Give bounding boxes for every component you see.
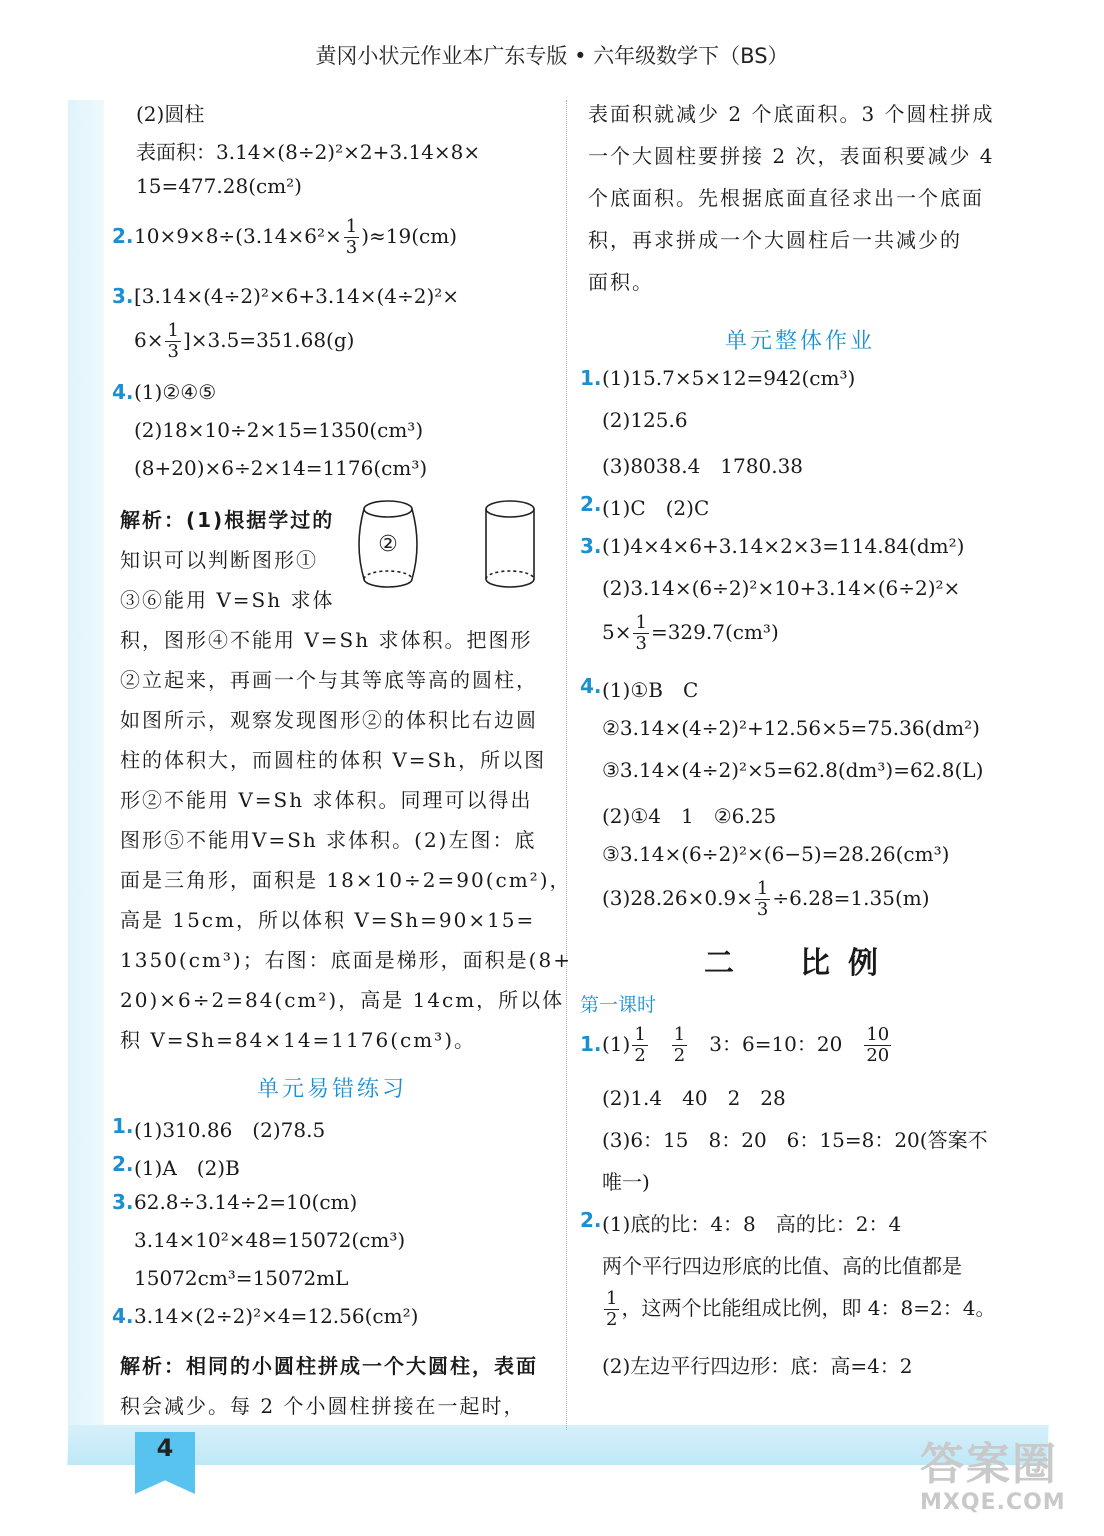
left-decor-band <box>68 100 104 1445</box>
fraction: $\frac{1}{3}$ <box>756 878 769 920</box>
cylinder-figures <box>352 497 552 597</box>
answer-text: (1)底的比：4：8 高的比：2：4 <box>602 1212 902 1236</box>
answer-text: ③3.14×(6÷2)²×(6−5)=28.26(cm³) <box>602 842 950 866</box>
section-title: 单元整体作业 <box>724 329 875 354</box>
analysis-line: 积，图形④不能用 V=Sh 求体积。把图形 <box>120 628 533 652</box>
answer-text: ③3.14×(4÷2)²×5=62.8(dm³)=62.8(L) <box>602 758 984 782</box>
left-column <box>112 98 572 1430</box>
answer-text: (1)A (2)B <box>134 1156 240 1180</box>
answer-text: (2)1.4 40 2 28 <box>602 1086 786 1110</box>
answer-text: (2)①4 1 ②6.25 <box>602 804 777 828</box>
question-number: 2. <box>580 1208 602 1232</box>
analysis-line: 表面积就减少 2 个底面积。3 个圆柱拼成 <box>588 102 995 126</box>
question-number: 1. <box>580 366 602 390</box>
answer-text: (1)①B C <box>602 678 699 702</box>
answer-text: (3)6：15 8：20 6：15=8：20(答案不 <box>602 1128 988 1152</box>
question-number: 3. <box>112 1190 134 1214</box>
analysis-line: 图形⑤不能用V=Sh 求体积。(2)左图：底 <box>120 828 537 852</box>
question-number: 3. <box>580 534 602 558</box>
question-number: 1. <box>580 1032 602 1056</box>
fraction: $\frac{1}{2}$ <box>634 1024 646 1066</box>
answer-text: (2)圆柱 <box>136 102 205 126</box>
question-number: 4. <box>112 1304 134 1328</box>
answer-text: [3.14×(4÷2)²×6+3.14×(4÷2)²× <box>134 284 460 308</box>
analysis-line: 积，再求拼成一个大圆柱后一共减少的 <box>588 228 962 252</box>
answer-text: (2)18×10÷2×15=1350(cm³) <box>134 418 424 442</box>
answer-text: (2)左边平行四边形：底：高=4：2 <box>602 1354 913 1378</box>
answer-text: 5× $\frac{1}{3}$ =329.7(cm³) <box>602 612 779 654</box>
analysis-line: 面积。 <box>588 270 654 294</box>
bottom-decor-band <box>67 1425 1048 1465</box>
answer-text: (1)310.86 (2)78.5 <box>134 1118 326 1142</box>
analysis-line: 知识可以判断图形① <box>120 548 318 572</box>
analysis-line: 柱的体积大，而圆柱的体积 V=Sh，所以图 <box>120 748 547 772</box>
analysis-line: ③⑥能用 V=Sh 求体 <box>120 588 335 612</box>
fraction: $\frac{1}{3}$ <box>635 612 647 654</box>
answer-text: (1)15.7×5×12=942(cm³) <box>602 366 856 390</box>
analysis-line: 解析：相同的小圆柱拼成一个大圆柱，表面 <box>120 1354 538 1378</box>
analysis-line: 面是三角形，面积是 18×10÷2=90(cm²)， <box>120 868 572 892</box>
fraction: $\frac{1}{2}$ <box>673 1024 686 1066</box>
section-title: 单元易错练习 <box>256 1077 407 1102</box>
answer-text: 15072cm³=15072mL <box>134 1266 349 1290</box>
watermark-url: MXQE.COM <box>920 1490 1066 1515</box>
answer-text: (8+20)×6÷2×14=1176(cm³) <box>134 456 428 480</box>
answer-text: (2)3.14×(6÷2)²×10+3.14×(6÷2)²× <box>602 576 961 600</box>
question-number: 2. <box>112 1152 134 1176</box>
answer-text: 两个平行四边形底的比值、高的比值都是 <box>602 1254 962 1278</box>
analysis-line: 20)×6÷2=84(cm²)，高是 14cm，所以体 <box>120 988 565 1012</box>
question-number: 2. <box>580 492 602 516</box>
question-number: 2. <box>112 224 134 248</box>
question-number: 4. <box>112 380 134 404</box>
analysis-line: 如图所示，观察发现图形②的体积比右边圆 <box>120 708 538 732</box>
chapter-title: 二 比例 <box>704 946 896 981</box>
question-number: 1. <box>112 1114 134 1138</box>
answer-text: (1)②④⑤ <box>134 380 217 404</box>
analysis-line: 形②不能用 V=Sh 求体积。同理可以得出 <box>120 788 533 812</box>
answer-text: 表面积：3.14×(8÷2)²×2+3.14×8× <box>136 140 481 164</box>
answer-text: (1) $\frac{1}{2}$ $\frac{1}{2}$ 3：6=10：20 $\frac{10}{20}$ <box>602 1024 890 1066</box>
cylinder-figure <box>486 501 534 587</box>
analysis-line: 高是 15cm，所以体积 V=Sh=90×15= <box>120 908 536 932</box>
answer-text: (3)28.26×0.9× $\frac{1}{3}$ ÷6.28=1.35(m) <box>602 878 930 920</box>
answer-text: (3)8038.4 1780.38 <box>602 454 804 478</box>
answer-text: $\frac{1}{2}$ ，这两个比能组成比例，即 4：8=2：4。 <box>606 1288 996 1330</box>
watermark-logo: 答案圈 <box>920 1439 1058 1490</box>
answer-text: 3.14×10²×48=15072(cm³) <box>134 1228 406 1252</box>
answer-text: 10×9×8÷(3.14×6²× $\frac{1}{3}$ )≈19(cm) <box>134 216 457 258</box>
fraction: $\frac{10}{20}$ <box>866 1024 890 1066</box>
analysis-line: 解析：(1)根据学过的 <box>120 508 335 532</box>
answer-text: (1)C (2)C <box>602 496 710 520</box>
column-divider <box>566 100 567 1430</box>
answer-text: (1)4×4×6+3.14×2×3=114.84(dm²) <box>602 534 965 558</box>
lesson-title: 第一课时 <box>580 994 657 1016</box>
answer-text: 62.8÷3.14÷2=10(cm) <box>134 1190 358 1214</box>
answer-text: 6× $\frac{1}{3}$ ]×3.5=351.68(g) <box>134 320 355 362</box>
analysis-line: 积 V=Sh=84×14=1176(cm³)。 <box>120 1028 476 1052</box>
fraction: $\frac{1}{2}$ <box>606 1288 618 1330</box>
question-number: 3. <box>112 284 134 308</box>
answer-text: 唯一) <box>602 1170 650 1194</box>
answer-text: (2)125.6 <box>602 408 688 432</box>
analysis-line: 1350(cm³)；右图：底面是梯形，面积是(8+ <box>120 948 572 972</box>
answer-text: 15=477.28(cm²) <box>136 174 302 198</box>
answer-text: 3.14×(2÷2)²×4=12.56(cm²) <box>134 1304 419 1328</box>
right-column <box>580 98 1020 1390</box>
fraction: $\frac{1}{3}$ <box>345 216 358 258</box>
analysis-line: 一个大圆柱要拼接 2 次，表面积要减少 4 <box>588 144 995 168</box>
watermark <box>920 1440 1090 1530</box>
analysis-line: 积会减少。每 2 个小圆柱拼接在一起时， <box>120 1394 526 1418</box>
fraction: $\frac{1}{3}$ <box>167 320 179 362</box>
page-number: 4 <box>156 1434 174 1462</box>
answer-text: ②3.14×(4÷2)²+12.56×5=75.36(dm²) <box>602 716 980 740</box>
circled-number: ② <box>378 532 398 557</box>
analysis-line: 个底面积。先根据底面直径求出一个底面 <box>588 186 984 210</box>
question-number: 4. <box>580 674 602 698</box>
analysis-line: ②立起来，再画一个与其等底等高的圆柱， <box>120 668 538 692</box>
page-header: 黄冈小状元作业本广东专版 • 六年级数学下（BS） <box>315 44 789 68</box>
